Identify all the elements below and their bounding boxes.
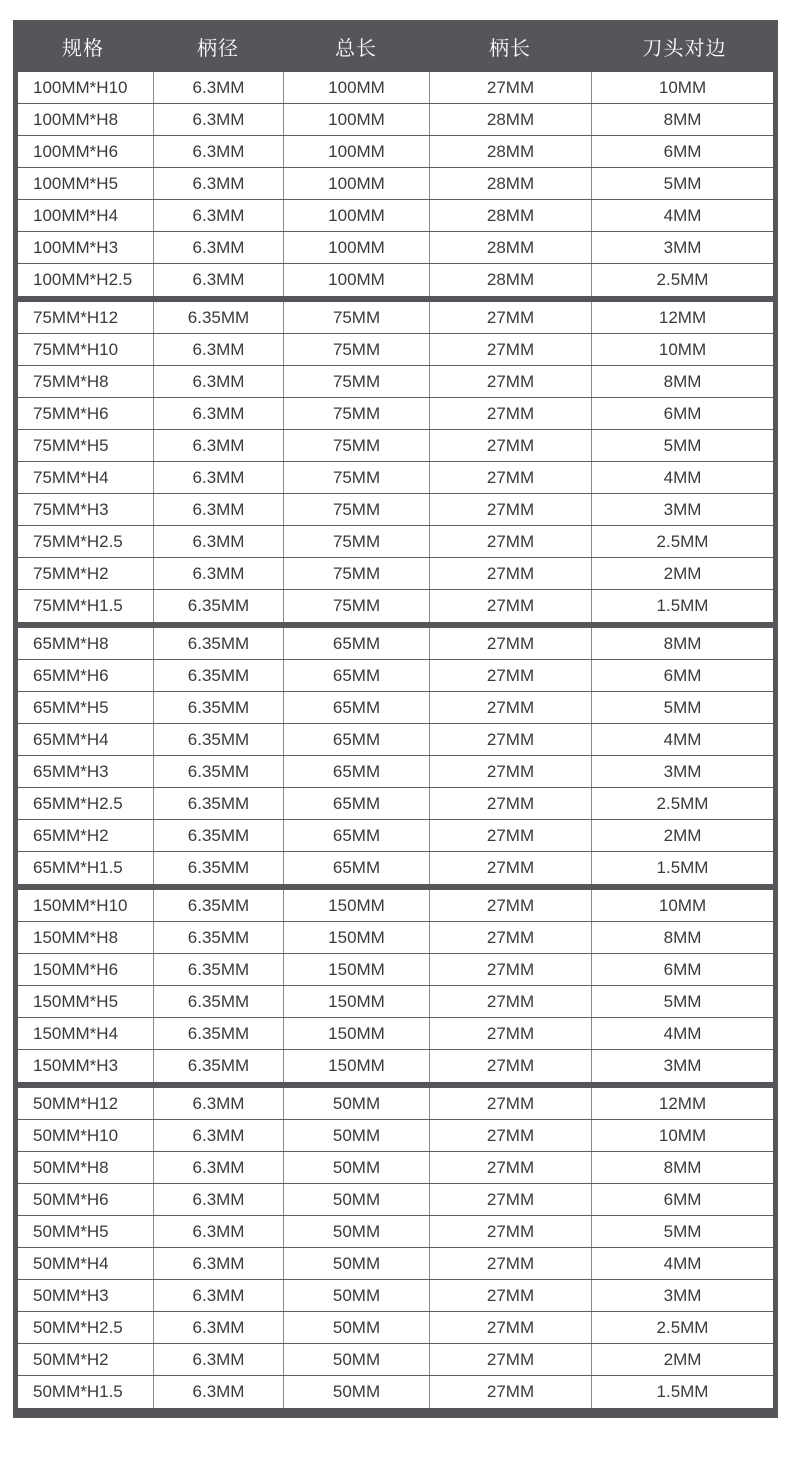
table-row bbox=[18, 954, 773, 986]
cell-shank-diameter: 6.3MM bbox=[153, 366, 283, 397]
cell-shank-length: 27MM bbox=[429, 986, 591, 1017]
cell-shank-diameter: 6.35MM bbox=[153, 1050, 283, 1082]
cell-tip-size: 2.5MM bbox=[591, 264, 773, 296]
cell-shank-length: 27MM bbox=[429, 1088, 591, 1119]
table-group bbox=[18, 1088, 773, 1408]
table-row bbox=[18, 430, 773, 462]
cell-shank-length: 28MM bbox=[429, 136, 591, 167]
cell-shank-diameter: 6.3MM bbox=[153, 1280, 283, 1311]
cell-spec: 50MM*H4 bbox=[33, 1253, 109, 1273]
table-group bbox=[18, 890, 773, 1082]
cell-shank-length: 27MM bbox=[429, 852, 591, 884]
cell-shank-diameter: 6.3MM bbox=[153, 72, 283, 103]
cell-total-length: 100MM bbox=[283, 104, 429, 135]
cell-shank-length: 27MM bbox=[429, 1018, 591, 1049]
cell-tip-size: 3MM bbox=[591, 232, 773, 263]
cell-total-length: 150MM bbox=[283, 1018, 429, 1049]
cell-total-length: 150MM bbox=[283, 922, 429, 953]
cell-tip-size: 6MM bbox=[591, 136, 773, 167]
table-row bbox=[18, 890, 773, 922]
table-row bbox=[18, 1248, 773, 1280]
table-row bbox=[18, 660, 773, 692]
cell-shank-diameter: 6.3MM bbox=[153, 232, 283, 263]
cell-shank-length: 27MM bbox=[429, 660, 591, 691]
table-row bbox=[18, 1018, 773, 1050]
cell-tip-size: 12MM bbox=[591, 1088, 773, 1119]
table-row bbox=[18, 494, 773, 526]
cell-shank-diameter: 6.35MM bbox=[153, 1018, 283, 1049]
cell-total-length: 150MM bbox=[283, 954, 429, 985]
cell-spec: 65MM*H2 bbox=[33, 825, 109, 845]
cell-tip-size: 8MM bbox=[591, 366, 773, 397]
cell-shank-length: 27MM bbox=[429, 558, 591, 589]
cell-shank-diameter: 6.35MM bbox=[153, 628, 283, 659]
cell-shank-length: 27MM bbox=[429, 1376, 591, 1408]
cell-total-length: 75MM bbox=[283, 398, 429, 429]
cell-total-length: 65MM bbox=[283, 692, 429, 723]
cell-spec: 50MM*H2 bbox=[33, 1349, 109, 1369]
cell-spec: 75MM*H10 bbox=[33, 339, 119, 359]
cell-total-length: 100MM bbox=[283, 232, 429, 263]
table-row bbox=[18, 1152, 773, 1184]
cell-total-length: 100MM bbox=[283, 136, 429, 167]
cell-tip-size: 4MM bbox=[591, 462, 773, 493]
cell-shank-length: 27MM bbox=[429, 366, 591, 397]
table-row bbox=[18, 334, 773, 366]
table-body bbox=[18, 72, 773, 1408]
cell-spec: 75MM*H2 bbox=[33, 563, 109, 583]
table-group bbox=[18, 628, 773, 884]
cell-tip-size: 12MM bbox=[591, 302, 773, 333]
cell-total-length: 50MM bbox=[283, 1216, 429, 1247]
table-row bbox=[18, 852, 773, 884]
cell-spec: 65MM*H8 bbox=[33, 633, 109, 653]
cell-shank-diameter: 6.3MM bbox=[153, 1152, 283, 1183]
cell-shank-diameter: 6.3MM bbox=[153, 264, 283, 296]
header-tip-size: 刀头对边 bbox=[642, 35, 727, 60]
cell-tip-size: 2.5MM bbox=[591, 788, 773, 819]
cell-shank-length: 27MM bbox=[429, 890, 591, 921]
table-row bbox=[18, 136, 773, 168]
cell-shank-diameter: 6.35MM bbox=[153, 692, 283, 723]
table-group bbox=[18, 72, 773, 296]
cell-total-length: 50MM bbox=[283, 1344, 429, 1375]
cell-total-length: 50MM bbox=[283, 1152, 429, 1183]
cell-spec: 65MM*H2.5 bbox=[33, 793, 123, 813]
cell-tip-size: 1.5MM bbox=[591, 1376, 773, 1408]
cell-shank-diameter: 6.35MM bbox=[153, 922, 283, 953]
cell-shank-length: 27MM bbox=[429, 590, 591, 622]
cell-spec: 75MM*H4 bbox=[33, 467, 109, 487]
cell-spec: 100MM*H5 bbox=[33, 173, 119, 193]
cell-shank-diameter: 6.3MM bbox=[153, 526, 283, 557]
header-total-length: 总长 bbox=[335, 35, 377, 60]
cell-shank-length: 28MM bbox=[429, 168, 591, 199]
cell-spec: 75MM*H2.5 bbox=[33, 531, 123, 551]
cell-shank-length: 27MM bbox=[429, 628, 591, 659]
cell-total-length: 75MM bbox=[283, 590, 429, 622]
cell-spec: 50MM*H12 bbox=[33, 1093, 119, 1113]
cell-total-length: 100MM bbox=[283, 264, 429, 296]
cell-shank-length: 27MM bbox=[429, 334, 591, 365]
cell-spec: 75MM*H8 bbox=[33, 371, 109, 391]
cell-shank-length: 27MM bbox=[429, 788, 591, 819]
cell-shank-length: 27MM bbox=[429, 302, 591, 333]
cell-total-length: 75MM bbox=[283, 494, 429, 525]
cell-tip-size: 4MM bbox=[591, 1018, 773, 1049]
table-group bbox=[18, 302, 773, 622]
cell-total-length: 65MM bbox=[283, 756, 429, 787]
cell-spec: 75MM*H3 bbox=[33, 499, 109, 519]
table-row bbox=[18, 1280, 773, 1312]
cell-tip-size: 6MM bbox=[591, 398, 773, 429]
cell-shank-diameter: 6.3MM bbox=[153, 462, 283, 493]
cell-total-length: 50MM bbox=[283, 1312, 429, 1343]
cell-shank-length: 27MM bbox=[429, 756, 591, 787]
cell-spec: 100MM*H6 bbox=[33, 141, 119, 161]
cell-shank-diameter: 6.3MM bbox=[153, 1216, 283, 1247]
cell-tip-size: 1.5MM bbox=[591, 852, 773, 884]
cell-total-length: 65MM bbox=[283, 660, 429, 691]
cell-tip-size: 8MM bbox=[591, 104, 773, 135]
cell-total-length: 65MM bbox=[283, 820, 429, 851]
cell-total-length: 100MM bbox=[283, 72, 429, 103]
table-row bbox=[18, 756, 773, 788]
cell-total-length: 75MM bbox=[283, 366, 429, 397]
cell-total-length: 75MM bbox=[283, 558, 429, 589]
cell-total-length: 100MM bbox=[283, 200, 429, 231]
cell-shank-diameter: 6.3MM bbox=[153, 1088, 283, 1119]
cell-spec: 150MM*H4 bbox=[33, 1023, 119, 1043]
table-row bbox=[18, 462, 773, 494]
spec-table bbox=[13, 20, 778, 1418]
cell-shank-diameter: 6.35MM bbox=[153, 788, 283, 819]
cell-shank-length: 27MM bbox=[429, 526, 591, 557]
cell-spec: 150MM*H6 bbox=[33, 959, 119, 979]
table-row bbox=[18, 104, 773, 136]
cell-tip-size: 3MM bbox=[591, 1280, 773, 1311]
cell-shank-length: 27MM bbox=[429, 922, 591, 953]
table-row bbox=[18, 558, 773, 590]
cell-spec: 150MM*H3 bbox=[33, 1056, 119, 1075]
table-row bbox=[18, 526, 773, 558]
cell-spec: 65MM*H6 bbox=[33, 665, 109, 685]
cell-spec: 150MM*H8 bbox=[33, 927, 119, 947]
cell-spec: 65MM*H1.5 bbox=[33, 858, 123, 877]
cell-spec: 100MM*H3 bbox=[33, 237, 119, 257]
cell-shank-diameter: 6.3MM bbox=[153, 136, 283, 167]
cell-spec: 75MM*H12 bbox=[33, 307, 119, 327]
cell-spec: 65MM*H4 bbox=[33, 729, 109, 749]
cell-total-length: 50MM bbox=[283, 1120, 429, 1151]
cell-tip-size: 4MM bbox=[591, 1248, 773, 1279]
cell-shank-diameter: 6.3MM bbox=[153, 1184, 283, 1215]
table-row bbox=[18, 590, 773, 622]
cell-shank-diameter: 6.35MM bbox=[153, 724, 283, 755]
cell-spec: 100MM*H8 bbox=[33, 109, 119, 129]
cell-tip-size: 5MM bbox=[591, 1216, 773, 1247]
cell-tip-size: 6MM bbox=[591, 1184, 773, 1215]
cell-spec: 65MM*H5 bbox=[33, 697, 109, 717]
cell-spec: 50MM*H10 bbox=[33, 1125, 119, 1145]
cell-total-length: 50MM bbox=[283, 1376, 429, 1408]
cell-total-length: 65MM bbox=[283, 724, 429, 755]
cell-tip-size: 2MM bbox=[591, 820, 773, 851]
cell-spec: 75MM*H5 bbox=[33, 435, 109, 455]
table-row bbox=[18, 724, 773, 756]
cell-tip-size: 3MM bbox=[591, 494, 773, 525]
table-row bbox=[18, 302, 773, 334]
table-row bbox=[18, 986, 773, 1018]
cell-shank-diameter: 6.35MM bbox=[153, 756, 283, 787]
table-row bbox=[18, 922, 773, 954]
cell-total-length: 150MM bbox=[283, 986, 429, 1017]
cell-spec: 50MM*H3 bbox=[33, 1285, 109, 1305]
table-row bbox=[18, 1184, 773, 1216]
cell-spec: 75MM*H1.5 bbox=[33, 596, 123, 615]
table-row bbox=[18, 1376, 773, 1408]
cell-tip-size: 10MM bbox=[591, 72, 773, 103]
header-shank-diameter: 柄径 bbox=[197, 35, 239, 60]
cell-shank-length: 27MM bbox=[429, 1216, 591, 1247]
cell-tip-size: 5MM bbox=[591, 986, 773, 1017]
cell-shank-length: 27MM bbox=[429, 820, 591, 851]
cell-shank-diameter: 6.3MM bbox=[153, 558, 283, 589]
cell-tip-size: 2MM bbox=[591, 558, 773, 589]
cell-total-length: 50MM bbox=[283, 1280, 429, 1311]
cell-shank-length: 28MM bbox=[429, 264, 591, 296]
cell-total-length: 65MM bbox=[283, 788, 429, 819]
cell-tip-size: 8MM bbox=[591, 1152, 773, 1183]
cell-spec: 50MM*H5 bbox=[33, 1221, 109, 1241]
cell-shank-length: 27MM bbox=[429, 398, 591, 429]
cell-shank-length: 27MM bbox=[429, 1280, 591, 1311]
table-row bbox=[18, 398, 773, 430]
table-row bbox=[18, 788, 773, 820]
cell-tip-size: 10MM bbox=[591, 890, 773, 921]
cell-spec: 100MM*H2.5 bbox=[33, 270, 133, 289]
table-row bbox=[18, 692, 773, 724]
cell-tip-size: 2.5MM bbox=[591, 526, 773, 557]
cell-shank-length: 27MM bbox=[429, 1344, 591, 1375]
table-row bbox=[18, 232, 773, 264]
cell-spec: 100MM*H10 bbox=[33, 77, 128, 97]
cell-spec: 50MM*H1.5 bbox=[33, 1382, 123, 1401]
cell-shank-length: 28MM bbox=[429, 104, 591, 135]
header-shank-length: 柄长 bbox=[489, 35, 531, 60]
cell-tip-size: 3MM bbox=[591, 1050, 773, 1082]
cell-tip-size: 8MM bbox=[591, 922, 773, 953]
cell-spec: 65MM*H3 bbox=[33, 761, 109, 781]
cell-shank-length: 27MM bbox=[429, 494, 591, 525]
cell-shank-length: 27MM bbox=[429, 724, 591, 755]
cell-tip-size: 8MM bbox=[591, 628, 773, 659]
cell-tip-size: 5MM bbox=[591, 692, 773, 723]
cell-total-length: 150MM bbox=[283, 890, 429, 921]
cell-tip-size: 10MM bbox=[591, 334, 773, 365]
table-row bbox=[18, 168, 773, 200]
table-row bbox=[18, 1312, 773, 1344]
table-row bbox=[18, 1344, 773, 1376]
cell-shank-diameter: 6.3MM bbox=[153, 334, 283, 365]
cell-total-length: 75MM bbox=[283, 526, 429, 557]
cell-total-length: 50MM bbox=[283, 1088, 429, 1119]
table-row bbox=[18, 1088, 773, 1120]
cell-total-length: 75MM bbox=[283, 430, 429, 461]
cell-shank-diameter: 6.3MM bbox=[153, 1120, 283, 1151]
table-row bbox=[18, 820, 773, 852]
cell-spec: 100MM*H4 bbox=[33, 205, 119, 225]
cell-spec: 150MM*H10 bbox=[33, 895, 128, 915]
header-spec: 规格 bbox=[62, 35, 104, 60]
cell-shank-diameter: 6.3MM bbox=[153, 494, 283, 525]
cell-tip-size: 6MM bbox=[591, 660, 773, 691]
cell-shank-diameter: 6.3MM bbox=[153, 1344, 283, 1375]
table-row bbox=[18, 1216, 773, 1248]
cell-shank-diameter: 6.35MM bbox=[153, 660, 283, 691]
cell-total-length: 65MM bbox=[283, 628, 429, 659]
cell-total-length: 50MM bbox=[283, 1248, 429, 1279]
cell-shank-diameter: 6.35MM bbox=[153, 302, 283, 333]
cell-shank-diameter: 6.3MM bbox=[153, 398, 283, 429]
cell-shank-length: 27MM bbox=[429, 1120, 591, 1151]
table-row bbox=[18, 1120, 773, 1152]
cell-tip-size: 5MM bbox=[591, 430, 773, 461]
cell-spec: 75MM*H6 bbox=[33, 403, 109, 423]
cell-shank-length: 27MM bbox=[429, 1312, 591, 1343]
cell-shank-diameter: 6.3MM bbox=[153, 104, 283, 135]
cell-shank-length: 27MM bbox=[429, 462, 591, 493]
cell-shank-diameter: 6.35MM bbox=[153, 852, 283, 884]
cell-shank-length: 27MM bbox=[429, 1050, 591, 1082]
cell-shank-diameter: 6.35MM bbox=[153, 890, 283, 921]
cell-shank-diameter: 6.3MM bbox=[153, 1248, 283, 1279]
cell-shank-diameter: 6.35MM bbox=[153, 820, 283, 851]
cell-shank-length: 27MM bbox=[429, 954, 591, 985]
cell-tip-size: 1.5MM bbox=[591, 590, 773, 622]
cell-shank-diameter: 6.35MM bbox=[153, 590, 283, 622]
cell-shank-length: 27MM bbox=[429, 1248, 591, 1279]
cell-total-length: 75MM bbox=[283, 462, 429, 493]
cell-shank-diameter: 6.3MM bbox=[153, 1312, 283, 1343]
cell-total-length: 50MM bbox=[283, 1184, 429, 1215]
cell-shank-length: 28MM bbox=[429, 232, 591, 263]
table-row bbox=[18, 72, 773, 104]
cell-shank-diameter: 6.35MM bbox=[153, 986, 283, 1017]
cell-shank-length: 27MM bbox=[429, 430, 591, 461]
cell-shank-diameter: 6.3MM bbox=[153, 200, 283, 231]
cell-total-length: 100MM bbox=[283, 168, 429, 199]
cell-shank-diameter: 6.3MM bbox=[153, 430, 283, 461]
cell-spec: 50MM*H2.5 bbox=[33, 1317, 123, 1337]
table-row bbox=[18, 628, 773, 660]
cell-tip-size: 3MM bbox=[591, 756, 773, 787]
cell-tip-size: 6MM bbox=[591, 954, 773, 985]
cell-shank-length: 28MM bbox=[429, 200, 591, 231]
cell-shank-length: 27MM bbox=[429, 72, 591, 103]
cell-shank-length: 27MM bbox=[429, 1184, 591, 1215]
cell-shank-diameter: 6.3MM bbox=[153, 168, 283, 199]
table-header bbox=[13, 20, 778, 72]
table-row bbox=[18, 366, 773, 398]
table-row bbox=[18, 1050, 773, 1082]
cell-shank-diameter: 6.35MM bbox=[153, 954, 283, 985]
cell-spec: 150MM*H5 bbox=[33, 991, 119, 1011]
cell-spec: 50MM*H8 bbox=[33, 1157, 109, 1177]
cell-tip-size: 10MM bbox=[591, 1120, 773, 1151]
cell-tip-size: 5MM bbox=[591, 168, 773, 199]
cell-tip-size: 4MM bbox=[591, 200, 773, 231]
cell-tip-size: 4MM bbox=[591, 724, 773, 755]
cell-total-length: 65MM bbox=[283, 852, 429, 884]
cell-total-length: 150MM bbox=[283, 1050, 429, 1082]
cell-shank-diameter: 6.3MM bbox=[153, 1376, 283, 1408]
cell-total-length: 75MM bbox=[283, 302, 429, 333]
cell-spec: 50MM*H6 bbox=[33, 1189, 109, 1209]
cell-tip-size: 2.5MM bbox=[591, 1312, 773, 1343]
table-row bbox=[18, 200, 773, 232]
cell-shank-length: 27MM bbox=[429, 1152, 591, 1183]
cell-tip-size: 2MM bbox=[591, 1344, 773, 1375]
cell-total-length: 75MM bbox=[283, 334, 429, 365]
table-row bbox=[18, 264, 773, 296]
cell-shank-length: 27MM bbox=[429, 692, 591, 723]
